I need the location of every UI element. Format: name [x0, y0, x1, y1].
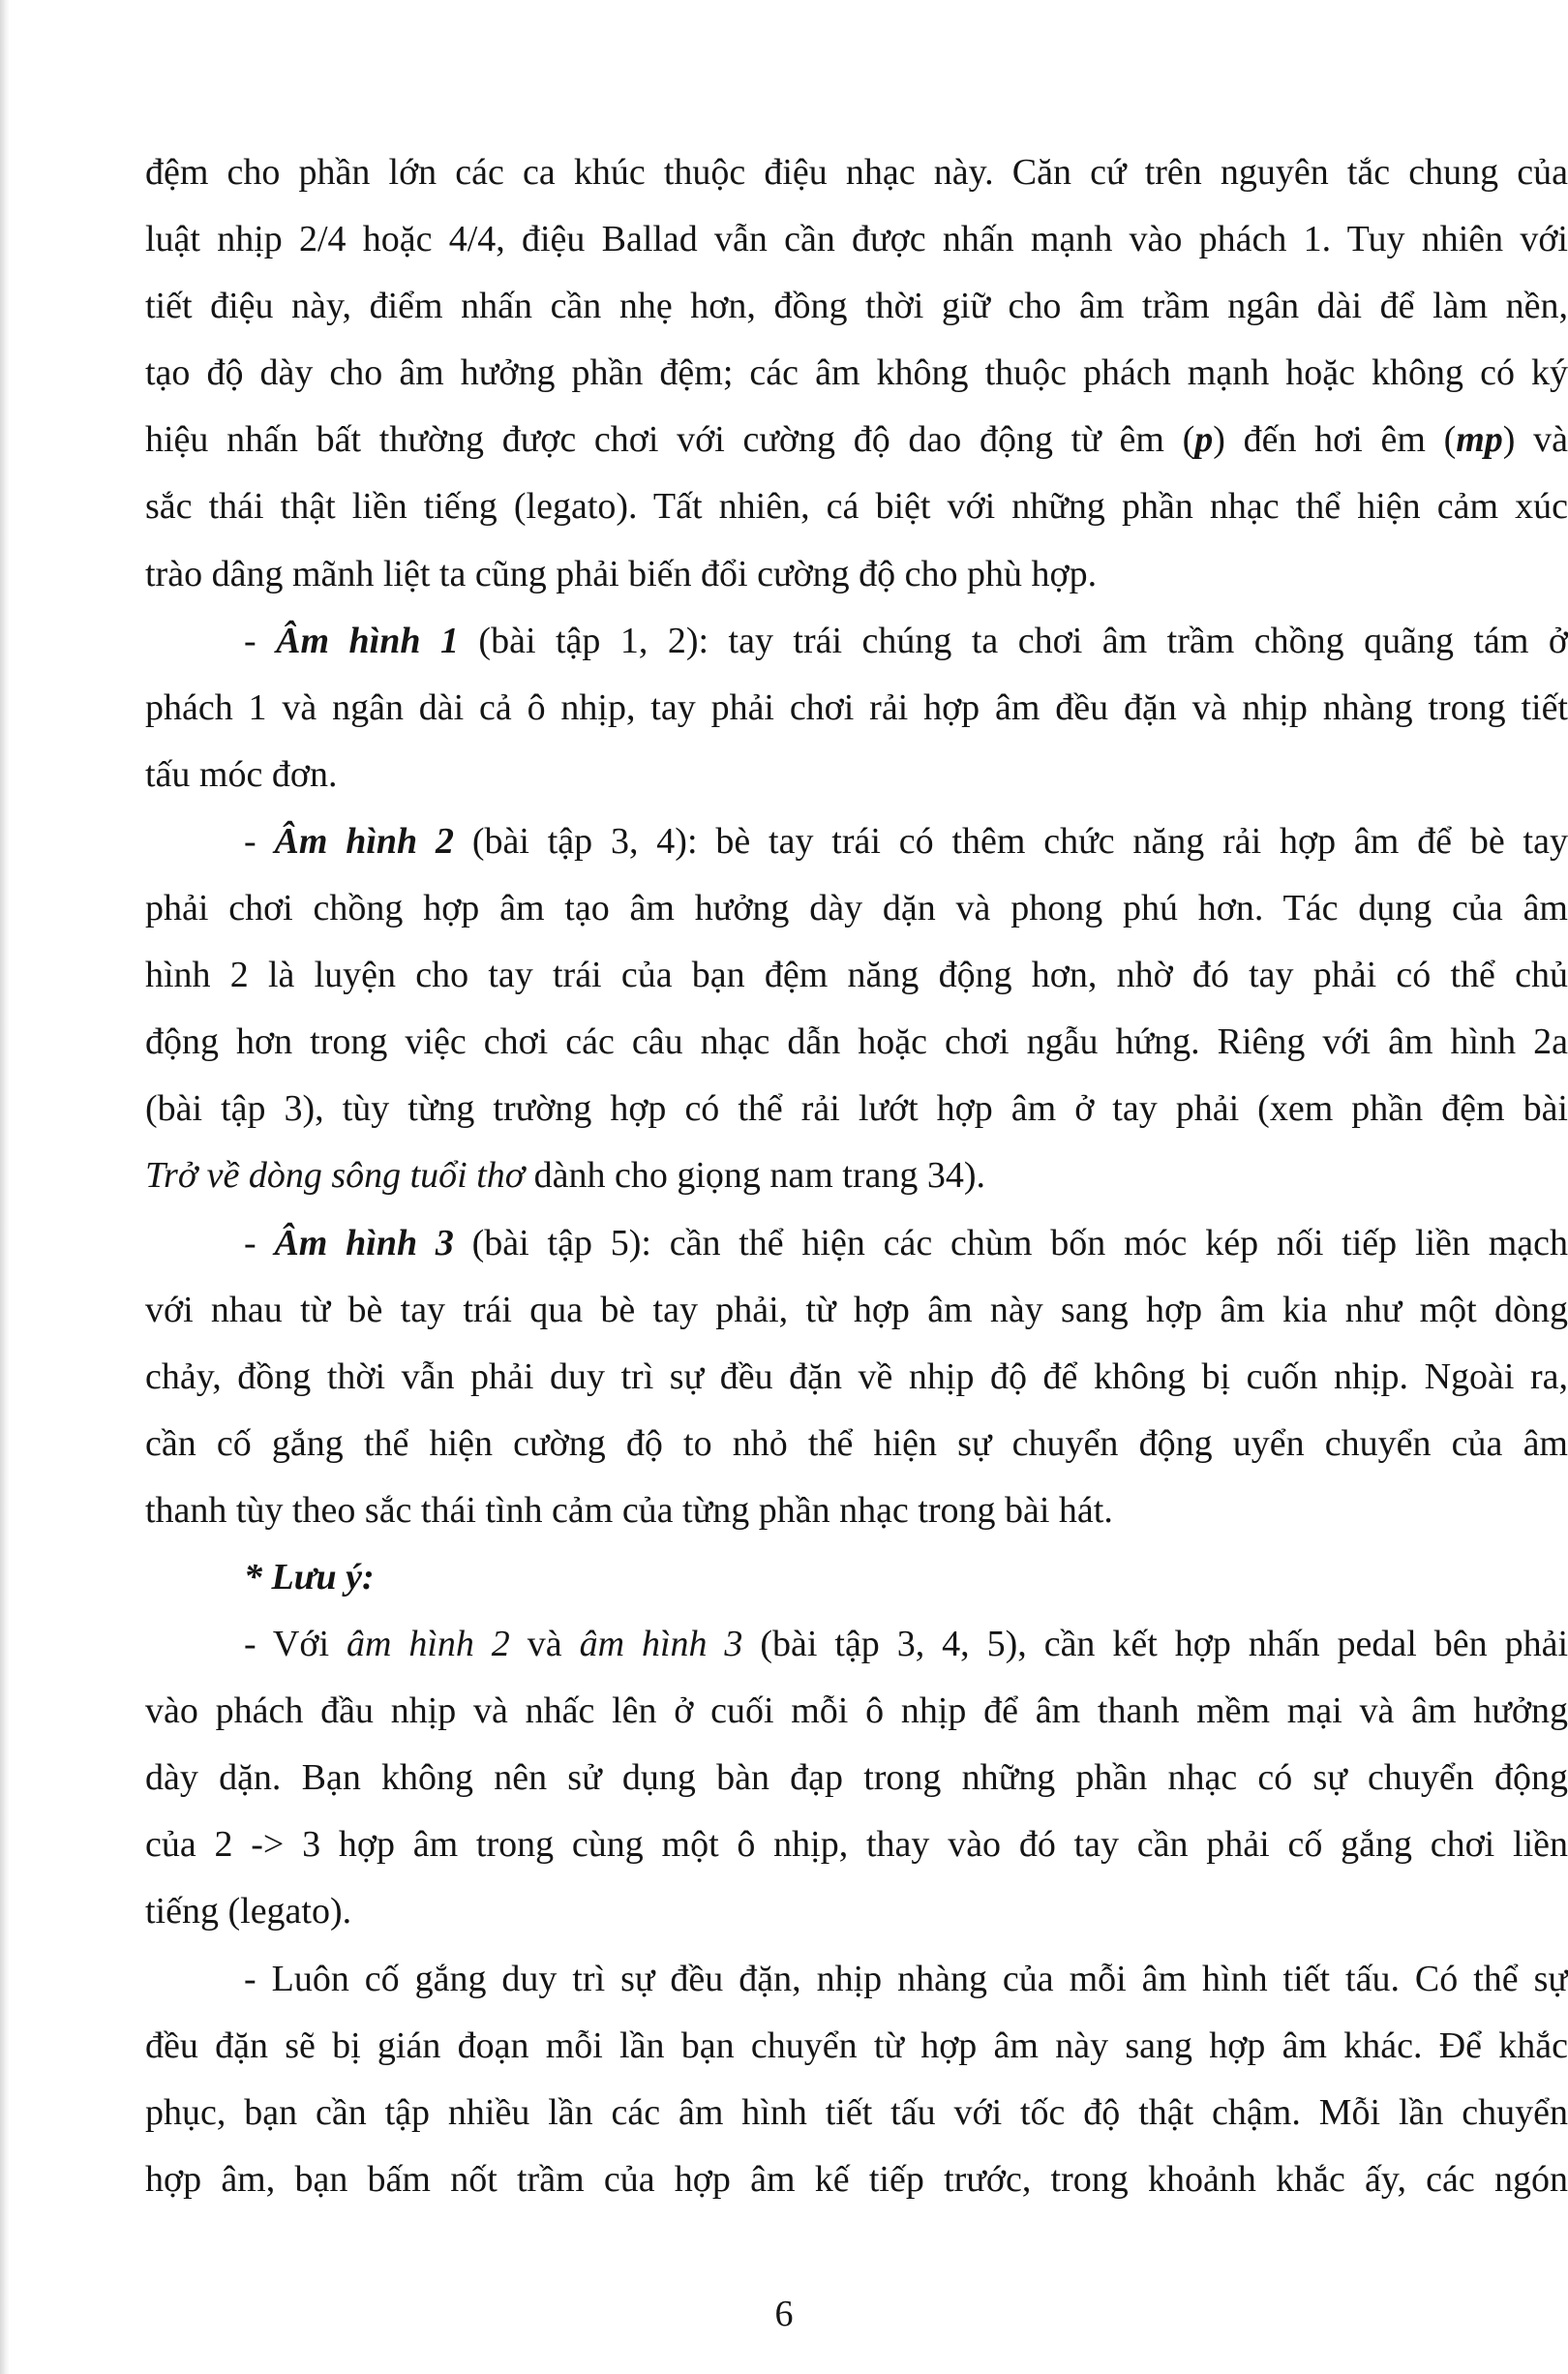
body-text [145, 139, 1568, 2213]
text-line: đều đặn sẽ bị gián đoạn mỗi lần bạn chuyển từ hợp âm này sang hợp âm khác. Để khắc [145, 2024, 1568, 2066]
text-line: dày dặn. Bạn không nên sử dụng bàn đạp trong những phần nhạc có sự chuyển động [145, 1757, 1568, 1799]
text-line: sắc thái thật liền tiếng (legato). Tất nhiên, cá biệt với những phần nhạc thể hiện cảm xúc [145, 486, 1568, 528]
text-line [145, 1210, 1568, 1277]
dynamic-marking: p [1194, 419, 1214, 461]
text-line: động hơn trong việc chơi các câu nhạc dẫn hoặc chơi ngẫu hứng. Riêng với âm hình 2a [145, 1021, 1568, 1063]
text-run: (bài tập 3, 4): bè tay trái có thêm chức năng rải hợp âm để bè tay [454, 820, 1568, 862]
text-line: thanh tùy theo sắc thái tình cảm của từng phần nhạc trong bài hát. [145, 1489, 1113, 1531]
text-run: (bài tập 1, 2): tay trái chúng ta chơi âm trầm chồng quãng tám ở [458, 620, 1568, 661]
section-heading: Âm hình 1 [276, 620, 459, 661]
text-line: hình 2 là luyện cho tay trái của bạn đệm năng động hơn, nhờ đó tay phải có thể chủ [145, 955, 1568, 996]
italic-term: âm hình 3 [579, 1624, 743, 1665]
text-line [145, 1611, 1568, 1678]
text-line [145, 407, 1568, 473]
text-line: phách 1 và ngân dài cả ô nhịp, tay phải chơi rải hợp âm đều đặn và nhịp nhàng trong tiết [145, 686, 1568, 728]
text-run: (bài tập 5): cần thể hiện các chùm bốn móc kép nối tiếp liền mạch [453, 1222, 1568, 1263]
text-line: của 2 -> 3 hợp âm trong cùng một ô nhịp, thay vào đó tay cần phải cố gắng chơi liền [145, 1824, 1568, 1866]
text-line: phải chơi chồng hợp âm tạo âm hưởng dày dặn và phong phú hơn. Tác dụng của âm [145, 888, 1568, 929]
text-line: tạo độ dày cho âm hưởng phần đệm; các âm không thuộc phách mạnh hoặc không có ký [145, 352, 1568, 394]
text-line: tấu móc đơn. [145, 753, 338, 795]
text-run: ) đến hơi êm ( [1213, 419, 1457, 461]
text-line [145, 1142, 1568, 1209]
text-run: - Với [244, 1624, 347, 1665]
text-run: dành cho giọng nam trang 34). [525, 1155, 986, 1197]
text-line: cần cố gắng thể hiện cường độ to nhỏ thể hiện sự chuyển động uyển chuyển của âm [145, 1422, 1568, 1464]
italic-term: âm hình 2 [346, 1624, 510, 1665]
text-line: đệm cho phần lớn các ca khúc thuộc điệu nhạc này. Căn cứ trên nguyên tắc chung của [145, 152, 1568, 193]
page-number: 6 [774, 2294, 794, 2334]
song-title: Trở về dòng sông tuổi thơ [145, 1155, 526, 1197]
text-line: tiếng (legato). [145, 1891, 352, 1933]
text-line: phục, bạn cần tập nhiều lần các âm hình tiết tấu với tốc độ thật chậm. Mỗi lần chuyển [145, 2091, 1568, 2133]
text-line: với nhau từ bè tay trái qua bè tay phải, từ hợp âm này sang hợp âm kia như một dòng [145, 1289, 1568, 1330]
text-line: luật nhịp 2/4 hoặc 4/4, điệu Ballad vẫn cần được nhấn mạnh vào phách 1. Tuy nhiên với [145, 219, 1568, 260]
text-run: và [509, 1624, 580, 1665]
text-line: - Luôn cố gắng duy trì sự đều đặn, nhịp nhàng của mỗi âm hình tiết tấu. Có thể sự [244, 1958, 1568, 1999]
text-run: hiệu nhấn bất thường được chơi với cường độ dao động từ êm ( [145, 419, 1195, 461]
dynamic-marking: mp [1456, 419, 1503, 461]
text-line: trào dâng mãnh liệt ta cũng phải biến đổi cường độ cho phù hợp. [145, 553, 1098, 594]
note-heading [145, 1544, 1568, 1611]
text-run: - [244, 1222, 275, 1263]
text-line: (bài tập 3), tùy từng trường hợp có thể rải lướt hợp âm ở tay phải (xem phần đệm bài [145, 1088, 1568, 1130]
text-run: - [244, 620, 277, 661]
text-line: vào phách đầu nhịp và nhấc lên ở cuối mỗi ô nhịp để âm thanh mềm mại và âm hưởng [145, 1690, 1568, 1732]
text-run: (bài tập 3, 4, 5), cần kết hợp nhấn pedal bên phải [742, 1624, 1568, 1665]
section-heading: Âm hình 2 [274, 820, 454, 862]
text-line [145, 808, 1568, 875]
page-edge-shadow [0, 0, 10, 2374]
note-label: * Lưu ý: [244, 1556, 375, 1598]
text-run: - [244, 820, 275, 862]
text-line: chảy, đồng thời vẫn phải duy trì sự đều đặn về nhịp độ để không bị cuốn nhịp. Ngoài ra, [145, 1355, 1568, 1397]
text-line: tiết điệu này, điểm nhấn cần nhẹ hơn, đồng thời giữ cho âm trầm ngân dài để làm nền, [145, 286, 1568, 327]
text-line [145, 608, 1568, 675]
section-heading: Âm hình 3 [274, 1222, 454, 1263]
text-line: hợp âm, bạn bấm nốt trầm của hợp âm kế tiếp trước, trong khoảnh khắc ấy, các ngón [145, 2158, 1568, 2200]
text-run: ) và [1502, 419, 1568, 461]
